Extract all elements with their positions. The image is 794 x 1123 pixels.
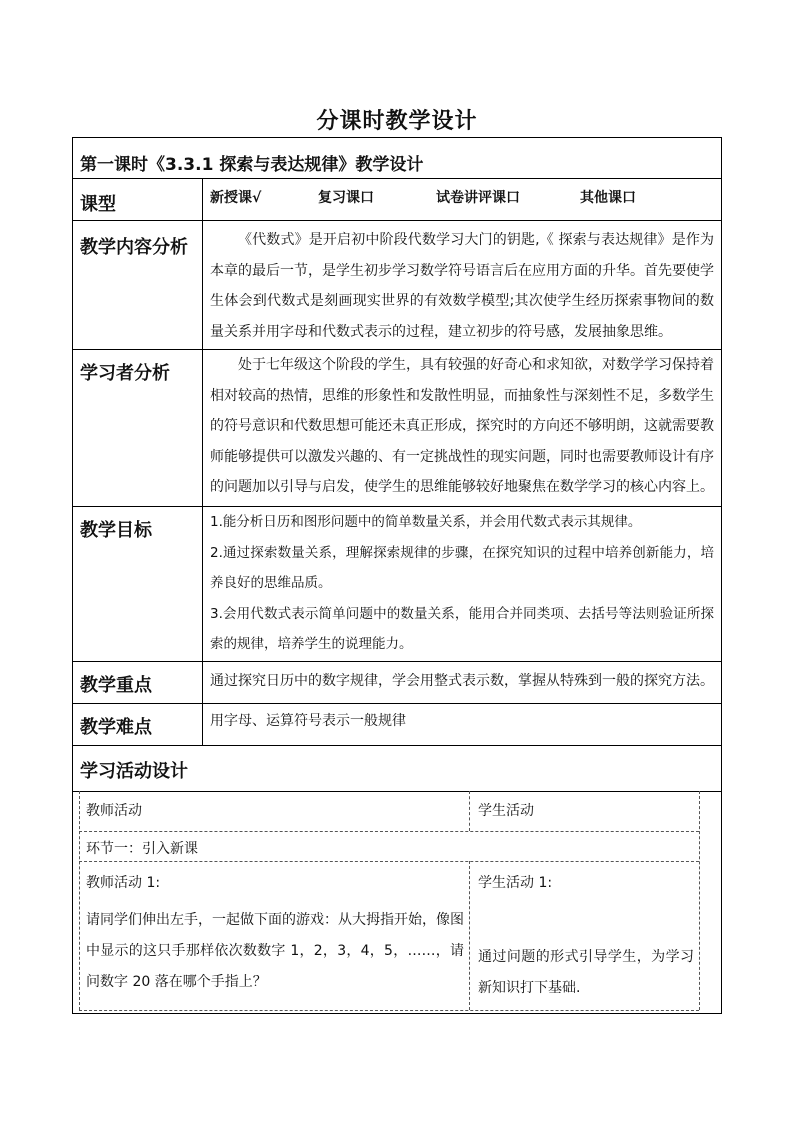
inner-row-divider: [79, 1010, 699, 1011]
difficulties-text: 用字母、运算符号表示一般规律: [210, 713, 406, 729]
objective-item: 1.能分析日历和图形问题中的简单数量关系，并会用代数式表示其规律。: [210, 514, 642, 530]
teacher-activity-header: 教师活动: [86, 803, 142, 819]
teacher-activity-text: [86, 905, 464, 998]
content-analysis-text: [210, 225, 714, 347]
objective-item: 3.会用代数式表示简单问题中的数量关系，能用合并同类项、去括号等法则验证所探索的规律，培养学生的说理能力。: [210, 605, 714, 652]
difficulties-label: 教学难点: [80, 717, 152, 738]
row-divider: [72, 220, 722, 221]
teacher-activity-paragraph: 请同学们伸出左手，一起做下面的游戏：从大拇指开始，像图中显示的这只手那样依次数数字 1，2，3，4，5，……，请问数字 20 落在哪个手指上？: [86, 912, 464, 990]
key-points-label: 教学重点: [80, 675, 152, 696]
row-divider: [72, 178, 722, 179]
row-divider: [72, 791, 722, 792]
inner-column-divider: [469, 791, 470, 831]
lesson-type-option: 复习课口: [318, 190, 374, 206]
learner-analysis-label: 学习者分析: [80, 363, 170, 384]
lesson-type-option: 新授课√: [210, 190, 262, 206]
inner-column-divider: [469, 861, 470, 1010]
column-divider: [202, 178, 203, 745]
student-activity-text: [478, 942, 694, 1004]
row-divider: [72, 661, 722, 662]
inner-column-divider: [699, 791, 700, 1010]
lesson-title: 第一课时《3.3.1 探索与表达规律》教学设计: [80, 155, 424, 175]
content-analysis-label: 教学内容分析: [80, 237, 188, 258]
teacher-activity-label: 教师活动 1:: [86, 875, 161, 891]
objectives-label: 教学目标: [80, 520, 152, 541]
objectives-list: [210, 507, 714, 660]
student-activity-paragraph: 通过问题的形式引导学生，为学习新知识打下基础.: [478, 949, 694, 996]
inner-row-divider: [79, 861, 699, 862]
activity-design-label: 学习活动设计: [80, 761, 188, 782]
section-heading: 环节一：引入新课: [86, 841, 198, 857]
inner-column-divider: [79, 791, 80, 1010]
content-analysis-paragraph: 《代数式》是开启初中阶段代数学习大门的钥匙,《 探索与表达规律》是作为本章的最后一节，是学生初步学习数学符号语言后在应用方面的升华。首先要使学生体会到代数式是刻画现实世界的有效数学模型;其次使学生经历探索事物间的数量关系并用字母和代数式表示的过程，建立初步的符号感，发展抽象思维。: [210, 232, 714, 340]
page-title: 分课时教学设计: [316, 109, 478, 134]
learner-analysis-paragraph: 处于七年级这个阶段的学生，具有较强的好奇心和求知欲，对数学学习保持着相对较高的热情，思维的形象性和发散性明显，而抽象性与深刻性不足，多数学生的符号意识和代数思想可能还未真正形成，探究时的方向还不够明朗，这就需要教师能够提供可以激发兴趣的、有一定挑战性的现实问题，同时也需要教师设计有序的问题加以引导与启发，使学生的思维能够较好地聚焦在数学学习的核心内容上。: [210, 357, 714, 495]
row-divider: [72, 745, 722, 746]
lesson-type-option: 其他课口: [580, 190, 636, 206]
student-activity-header: 学生活动: [478, 803, 534, 819]
student-activity-label: 学生活动 1:: [478, 875, 553, 891]
row-divider: [72, 703, 722, 704]
learner-analysis-text: [210, 350, 714, 503]
inner-row-divider: [79, 831, 699, 832]
lesson-type-option: 试卷讲评课口: [436, 190, 520, 206]
lesson-type-label: 课型: [80, 194, 116, 215]
objective-item: 2.通过探索数量关系，理解探索规律的步骤，在探究知识的过程中培养创新能力，培养良好的思维品质。: [210, 544, 714, 591]
key-points-text: 通过探究日历中的数字规律，学会用整式表示数，掌握从特殊到一般的探究方法。: [210, 673, 714, 689]
